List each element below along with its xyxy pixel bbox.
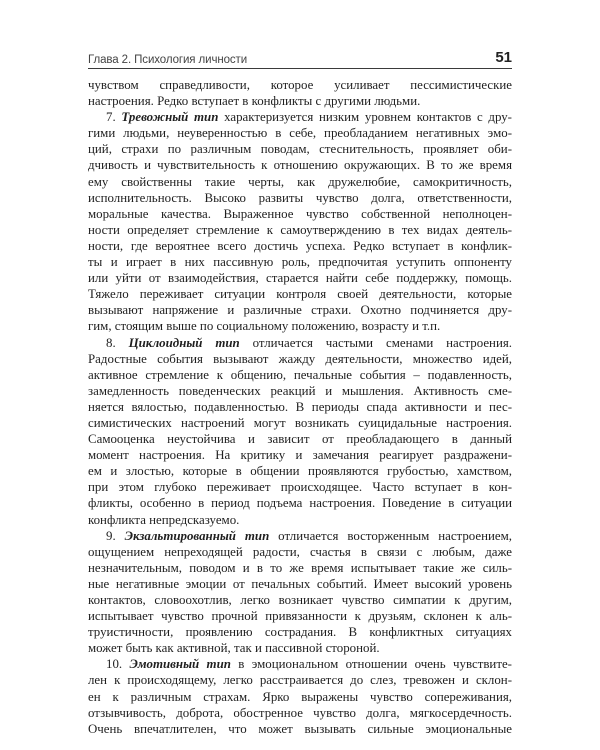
text-line: симистических настроений могут возникать суицидальные настроения. <box>88 415 512 430</box>
text-line <box>88 109 512 125</box>
text-line: Самооценка неустойчива и зависит от преобладающего в данный <box>88 432 512 447</box>
text-line: ные негативные эмоции от печальных событий. Имеет высокий уровень <box>88 576 512 591</box>
text-line: ему свойственны такие черты, как дружелюбие, самокритичность, <box>88 174 512 189</box>
text-line: чувством справедливости, которое усиливает пессимистические <box>88 78 512 92</box>
text-line: гими людьми, неуверенностью в себе, преобладанием негативных эмо- <box>88 126 512 141</box>
type-name: Циклоидный тип <box>128 335 240 350</box>
paragraph-exalted-type <box>88 528 512 657</box>
text-body <box>88 77 512 737</box>
text-line: Радостные события вызывают жажду деятельности, множество идей, <box>88 351 512 366</box>
text-line: может быть как активной, так и пассивной стороной. <box>88 641 380 656</box>
text-line: ности определяет стремление к самоутверждению в тех видах деятель- <box>88 222 512 237</box>
text-line: исполнительность. Высоко развиты чувство долга, ответственности, <box>88 190 512 205</box>
text-line <box>88 335 512 351</box>
text-line: отзывчивость, доброта, обостренное чувство долга, мягкосердечность. <box>88 705 512 720</box>
text-line: контактов, словоохотлив, легко возникает чувство симпатии к другим, <box>88 593 512 607</box>
type-name: Тревожный тип <box>121 110 219 125</box>
text-line: ций, страхи по различным поводам, стеснительность, проявляет оби- <box>88 142 512 157</box>
text-line: незначительным, поводом и в то же время испытывает такие же силь- <box>88 560 512 575</box>
line-text: в эмоциональном отношении очень чувствите- <box>238 657 512 672</box>
text-line <box>88 528 512 544</box>
text-line: испытывает чувство прочной привязанности к друзьям, склонен к аль- <box>88 609 512 624</box>
item-number: 10. <box>106 657 123 672</box>
chapter-title: Глава 2. Психология личности <box>88 54 248 66</box>
paragraph-continuation <box>88 77 512 109</box>
text-line: лен к происходящему, легко расстраивается до слез, тревожен и склон- <box>88 673 512 688</box>
text-line <box>88 656 512 672</box>
text-line: фликты, особенно в период подъема настроения. Поведение в ситуации <box>88 496 512 511</box>
text-line: или уйти от взаимодействия, старается найти себе поддержку, помощь. <box>88 271 512 286</box>
item-number: 8. <box>106 335 116 350</box>
text-line: при этом глубоко переживает происходящее. Часто вступает в кон- <box>88 480 512 495</box>
text-line: гим, стоящим выше по социальному положению, возрасту и т.п. <box>88 319 441 334</box>
paragraph-cycloid-type <box>88 335 512 528</box>
text-line: ты и играет в них пассивную роль, предпочитая уступить оппоненту <box>88 255 512 270</box>
book-page <box>88 44 512 737</box>
text-line: Тяжело переживает ситуации контроля своей деятельности, которые <box>88 287 512 302</box>
text-line: няется вялостью, подавленностью. В периоды спада активности и пес- <box>88 399 512 414</box>
line-text: отличается восторженным настроением, <box>278 528 512 543</box>
item-number: 9. <box>106 528 116 543</box>
type-name: Эмотивный тип <box>129 657 231 672</box>
text-line: Очень впечатлителен, что может вызывать сильные эмоциональные <box>88 721 512 736</box>
text-line: ен к различным страхам. Ярко выражены чувство сопереживания, <box>88 689 512 704</box>
text-line: активное стремление к общению, печальные события – подавленность, <box>88 367 512 382</box>
text-line: дчивость и чувствительность к отношению окружающих. В то же время <box>88 158 512 173</box>
text-line: труистичности, проявлению сострадания. В конфликтных ситуациях <box>88 625 512 640</box>
running-header <box>88 44 512 69</box>
item-number: 7. <box>106 110 116 125</box>
text-line: ем и злостью, которые в общении проявляются грубостью, хамством, <box>88 464 512 479</box>
text-line: конфликта непредсказуемо. <box>88 512 240 527</box>
paragraph-emotive-type <box>88 656 512 736</box>
text-line: замедленность поведенческих реакций и мышления. Активность сме- <box>88 383 512 398</box>
page-number: 51 <box>495 49 512 66</box>
text-line: ощущением непреходящей радости, счастья в связи с любым, даже <box>88 544 512 559</box>
text-line: ности, где вероятнее всего достичь успеха. Редко вступает в конфлик- <box>88 238 512 253</box>
text-line: момент настроения. На критику и замечания реагирует раздражени- <box>88 448 512 463</box>
paragraph-anxious-type <box>88 109 512 334</box>
text-line: вызывают напряжение и различные страхи. Охотно подчиняется дру- <box>88 303 512 318</box>
line-text: отличается частыми сменами настроения. <box>252 335 512 350</box>
text-line: настроения. Редко вступает в конфликты с другими людьми. <box>88 94 421 109</box>
line-text: характеризуется низким уровнем контактов с дру- <box>224 110 512 125</box>
text-line: моральные качества. Выраженное чувство собственной неполноцен- <box>88 206 512 221</box>
type-name: Экзальтированный тип <box>124 528 270 543</box>
